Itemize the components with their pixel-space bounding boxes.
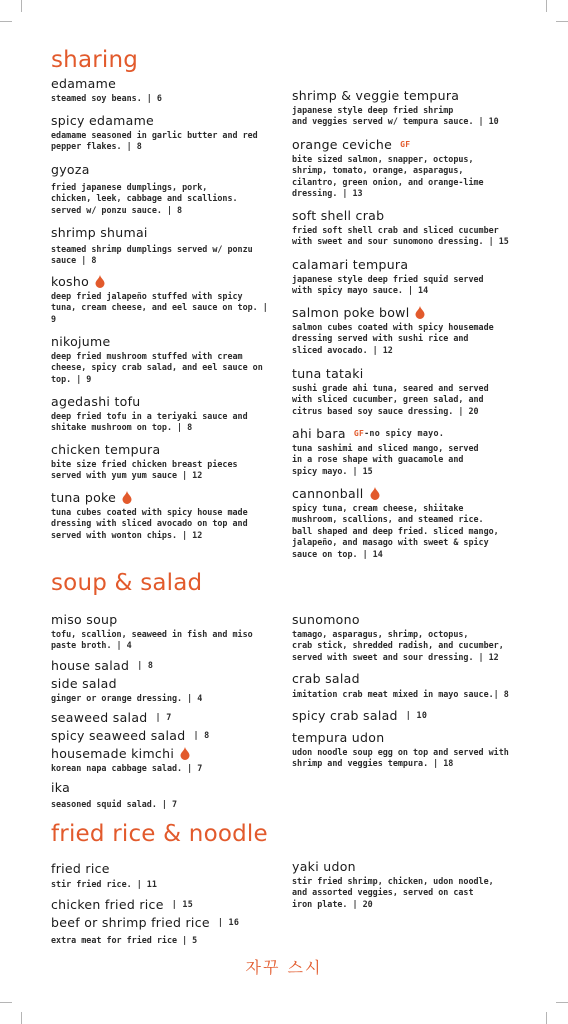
item-name-text: housemade kimchi: [51, 746, 175, 761]
item-description: udon noodle soup egg on top and served with shrimp and veggies tempura. | 18: [292, 747, 509, 769]
flame-icon: [180, 747, 190, 760]
item-description: sushi grade ahi tuna, seared and served with sliced cucumber, green salad, and citrus based soy sauce dressing. | 20: [292, 383, 489, 416]
item-name: [292, 486, 499, 501]
item-name-text: kosho: [51, 274, 90, 289]
menu-item: [51, 915, 239, 930]
item-name: tuna tataki: [292, 366, 364, 381]
item-description: imitation crab meat mixed in mayo sauce.| 8: [292, 689, 509, 699]
item-description: salmon cubes coated with spicy housemade dressing served with sushi rice and sliced avocado. | 12: [292, 322, 494, 355]
item-description: deep fried mushroom stuffed with cream cheese, spicy crab salad, and eel sauce on top. | 9: [51, 351, 263, 384]
item-name: nikojume: [51, 334, 111, 349]
menu-item: [51, 658, 153, 673]
crop-mark: [556, 1002, 568, 1003]
gluten-free-note: -no spicy mayo.: [364, 428, 445, 438]
item-name-text: spicy crab salad: [292, 708, 398, 723]
item-description: tuna sashimi and sliced mango, served in a rose shape with guacamole and spicy mayo. | 15: [292, 443, 479, 476]
menu-item: [292, 366, 489, 417]
item-description: ginger or orange dressing. | 4: [51, 693, 203, 703]
item-name: tempura udon: [292, 730, 385, 745]
section-title-fried-rice-noodle: fried rice & noodle: [51, 821, 268, 847]
item-name: side salad: [51, 676, 117, 691]
menu-item: [51, 274, 268, 325]
menu-item: [51, 162, 238, 216]
menu-item: [292, 426, 479, 477]
item-description: steamed shrimp dumplings served w/ ponzu sauce | 8: [51, 244, 253, 266]
menu-item: [292, 730, 509, 770]
item-name-text: ahi bara: [292, 426, 346, 441]
menu-item: [292, 305, 494, 356]
item-name-text: salmon poke bowl: [292, 305, 410, 320]
item-name: gyoza: [51, 162, 90, 177]
menu-item: [51, 933, 197, 946]
menu-item: [51, 442, 238, 482]
section-title-sharing: sharing: [51, 47, 139, 73]
item-name: sunomono: [292, 612, 360, 627]
menu-item: [51, 225, 253, 267]
crop-mark: [556, 21, 568, 22]
menu-item: [51, 728, 210, 743]
crop-mark: [0, 1002, 12, 1003]
item-name: [51, 746, 202, 761]
item-description: steamed soy beans. | 6: [51, 93, 162, 103]
item-price: | 15: [171, 899, 194, 909]
menu-item: [292, 859, 494, 910]
item-name-text: tuna poke: [51, 490, 117, 505]
menu-item: [51, 746, 202, 774]
item-name: calamari tempura: [292, 257, 409, 272]
crop-mark: [0, 21, 12, 22]
item-description: tuna cubes coated with spicy house made dressing with sliced avocado on top and served with wonton chips. | 12: [51, 507, 248, 540]
item-name-text: chicken fried rice: [51, 897, 164, 912]
item-name-text: spicy seaweed salad: [51, 728, 186, 743]
item-description: deep fried tofu in a teriyaki sauce and shitake mushroom on top. | 8: [51, 411, 248, 433]
item-name: [51, 728, 210, 743]
menu-item: [292, 671, 509, 700]
item-description: extra meat for fried rice | 5: [51, 935, 198, 945]
item-name-text: cannonball: [292, 486, 364, 501]
menu-item: [292, 612, 504, 663]
item-name-text: house salad: [51, 658, 130, 673]
menu-item: [51, 676, 202, 704]
item-description: japanese style deep fried squid served with spicy mayo sauce. | 14: [292, 274, 484, 296]
menu-item: [51, 710, 172, 725]
crop-mark: [21, 0, 22, 12]
item-name: fried rice: [51, 861, 110, 876]
item-name: miso soup: [51, 612, 118, 627]
item-name: agedashi tofu: [51, 394, 141, 409]
menu-item: [292, 88, 499, 128]
item-description: seasoned squid salad. | 7: [51, 799, 178, 809]
item-description: bite size fried chicken breast pieces served with yum yum sauce | 12: [51, 459, 238, 481]
item-description: fried soft shell crab and sliced cucumber with sweet and sour sunomono dressing. | 15: [292, 225, 509, 247]
item-description: fried japanese dumplings, pork, chicken, leek, cabbage and scallions. served w/ ponzu sauce. | 8: [51, 182, 238, 215]
item-name: spicy edamame: [51, 113, 155, 128]
crop-mark: [546, 0, 547, 12]
item-description: tamago, asparagus, shrimp, octopus, crab stick, shredded radish, and cucumber, served with sweet and sour dressing. | 12: [292, 629, 504, 662]
item-name: shrimp & veggie tempura: [292, 88, 460, 103]
item-description: stir fried rice. | 11: [51, 879, 157, 889]
menu-item: [51, 334, 263, 385]
item-name: edamame: [51, 76, 117, 91]
item-price: | 8: [193, 730, 210, 740]
item-name: soft shell crab: [292, 208, 385, 223]
item-name: [51, 658, 153, 673]
menu-item: [51, 780, 177, 810]
flame-icon: [122, 491, 132, 504]
item-name-text: orange ceviche: [292, 137, 393, 152]
item-name: yaki udon: [292, 859, 356, 874]
menu-item: [51, 897, 193, 912]
menu-item: [51, 394, 248, 434]
item-name: [51, 710, 172, 725]
menu-item: [51, 490, 248, 541]
item-description: deep fried jalapeño stuffed with spicy tuna, cream cheese, and eel sauce on top. | 9: [51, 291, 268, 324]
menu-item: [51, 861, 157, 890]
item-name: [292, 305, 494, 320]
crop-mark: [546, 1012, 547, 1024]
item-price: | 10: [405, 710, 428, 720]
gluten-free-badge: GF: [400, 140, 411, 149]
item-description: tofu, scallion, seaweed in fish and miso paste broth. | 4: [51, 629, 253, 651]
crop-mark: [21, 1012, 22, 1024]
item-description: spicy tuna, cream cheese, shiitake mushroom, scallions, and steamed rice. ball shaped and deep fried. sliced mango, jalapeño, and masago with sweet & spicy sauce on top. | 14: [292, 503, 499, 559]
item-price: | 7: [155, 712, 172, 722]
item-description: edamame seasoned in garlic butter and red pepper flakes. | 8: [51, 130, 258, 152]
gluten-free-badge: GF: [353, 429, 365, 438]
item-name-text: beef or shrimp fried rice: [51, 915, 210, 930]
item-name: [292, 137, 484, 152]
item-price: | 16: [217, 917, 240, 927]
menu-item: [292, 137, 484, 200]
item-name: chicken tempura: [51, 442, 161, 457]
item-name-text: seaweed salad: [51, 710, 148, 725]
flame-icon: [415, 306, 425, 319]
item-description: bite sized salmon, snapper, octopus, shrimp, tomato, orange, asparagus, cilantro, green onion, and orange-lime dressing. | 13: [292, 154, 484, 199]
item-name: [292, 708, 427, 723]
menu-item: [292, 708, 427, 723]
menu-item: [292, 208, 509, 248]
item-name: shrimp shumai: [51, 225, 148, 240]
item-name: [51, 897, 193, 912]
item-name: [51, 490, 248, 505]
item-name: [292, 426, 479, 441]
menu-item: [292, 486, 499, 560]
item-price: | 8: [137, 660, 154, 670]
restaurant-logo: 자꾸 스시: [245, 958, 323, 977]
menu-item: [292, 257, 484, 297]
flame-icon: [370, 487, 380, 500]
section-title-soup-salad: soup & salad: [51, 570, 203, 596]
item-name: ika: [51, 780, 71, 795]
menu-item: [51, 113, 281, 153]
item-name: crab salad: [292, 671, 360, 686]
item-description: japanese style deep fried shrimp and veggies served w/ tempura sauce. | 10: [292, 105, 499, 127]
menu-item: [51, 612, 253, 652]
flame-icon: [95, 275, 105, 288]
item-description: korean napa cabbage salad. | 7: [51, 763, 203, 773]
item-name: [51, 274, 268, 289]
item-description: stir fried shrimp, chicken, udon noodle, and assorted veggies, served on cast iron plate. | 20: [292, 876, 494, 909]
menu-item: [51, 76, 162, 104]
item-name: [51, 915, 239, 930]
